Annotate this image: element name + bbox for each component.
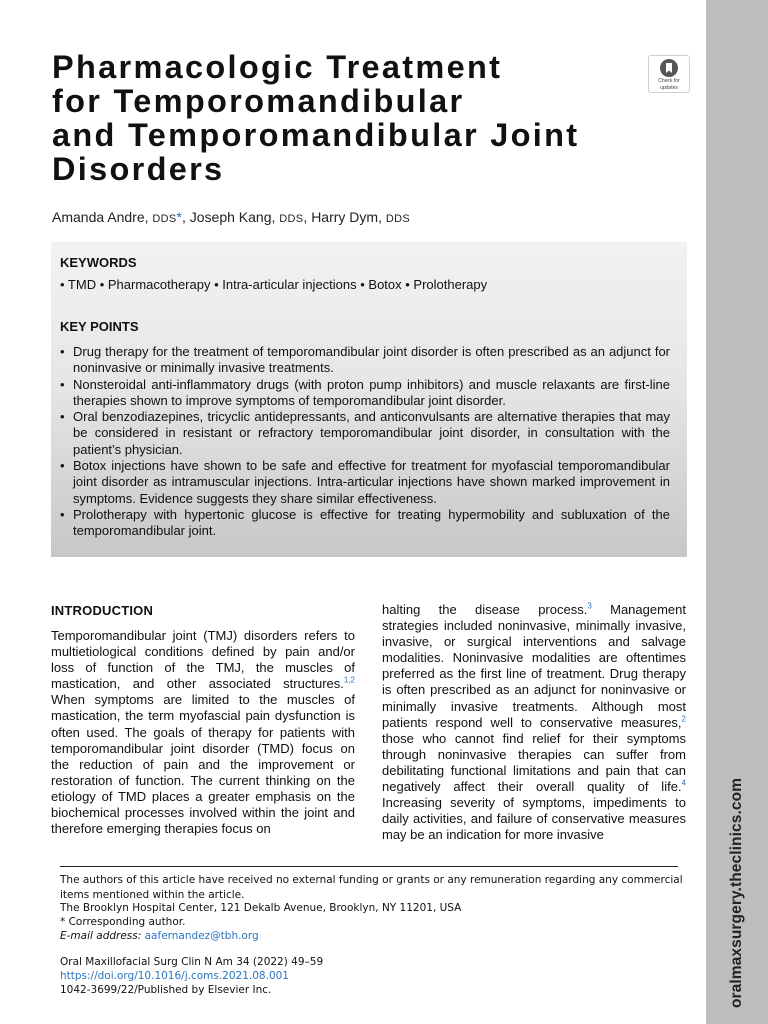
key-point-item: • Drug therapy for the treatment of temporomandibular joint disorder is often prescribed as an adjunct for noninvasive or minimally invasive treatments.	[60, 344, 670, 377]
email-label: E-mail address:	[60, 930, 142, 942]
reference-link[interactable]: 2	[681, 714, 686, 724]
body-text: When symptoms are limited to the muscles of mastication, the term myofascial pain dysfunction is often used. The goals of therapy for patients with temporomandibular joint disorder (TMD) focus on the reduction of pain and the improvement or restoration of function. The current thinking on the etiology of TMD places a greater emphasis on the biochemical processes involved within the joint and therefore emerging therapies focus on	[51, 692, 355, 837]
title-line-3: and Temporomandibular Joint	[52, 117, 580, 153]
funding-statement: The authors of this article have received no external funding or grants or any remuneration regarding any commercial items mentioned within the article.	[60, 874, 683, 901]
affiliation: The Brooklyn Hospital Center, 121 Dekalb Avenue, Brooklyn, NY 11201, USA	[60, 902, 462, 914]
body-text: halting the disease process.	[382, 602, 588, 617]
doi-link[interactable]: https://doi.org/10.1016/j.coms.2021.08.001	[60, 970, 289, 982]
corresponding-mark: *	[176, 209, 182, 225]
corresponding-author-note: * Corresponding author.	[60, 916, 186, 928]
body-text: those who cannot find relief for their symptoms through noninvasive therapies can suffer from debilitating functional limitations and pain that can negatively affect their overall quality of life.	[382, 730, 686, 795]
bookmark-icon	[660, 59, 678, 77]
email-line	[60, 929, 690, 944]
author-degree: DDS	[385, 213, 410, 225]
introduction-column-right	[382, 602, 686, 843]
introduction-column-left	[51, 628, 355, 837]
journal-website: oralmaxsurgery.theclinics.com	[728, 777, 745, 1009]
journal-citation: Oral Maxillofacial Surg Clin N Am 34 (2022) 49–59	[60, 956, 324, 968]
email-link[interactable]: aafernandez@tbh.org	[144, 930, 259, 942]
title-line-1: Pharmacologic Treatment	[52, 49, 503, 85]
badge-label-1: Check for	[658, 78, 680, 84]
introduction-heading: INTRODUCTION	[51, 603, 154, 618]
author-degree: DDS	[279, 213, 304, 225]
reference-link[interactable]: 1,2	[343, 675, 355, 685]
keywords-heading: KEYWORDS	[60, 255, 137, 270]
author-separator: ,	[303, 209, 312, 225]
key-point-item: • Oral benzodiazepines, tricyclic antidepressants, and anticonvulsants are alternative therapies that may be considered in resistant or refractory temporomandibular joint disorder, in consultation with the patient’s physician.	[60, 409, 670, 458]
footnote-divider	[60, 866, 678, 867]
badge-label-2: updates	[660, 85, 678, 91]
reference-link[interactable]: 3	[587, 601, 592, 611]
title-line-4: Disorders	[52, 151, 225, 187]
article-title	[52, 50, 672, 186]
author-name: Joseph Kang,	[189, 209, 276, 225]
author-name: Amanda Andre,	[52, 209, 149, 225]
body-text: Temporomandibular joint (TMJ) disorders refers to multietiological conditions defined by pain and/or loss of function of the TMJ, the muscles of mastication, and other associated structures.	[51, 628, 355, 692]
key-point-item: • Nonsteroidal anti-inflammatory drugs (with proton pump inhibitors) and muscle relaxants are first-line therapies shown to improve symptoms of temporomandibular joint disorder.	[60, 377, 670, 410]
check-for-updates-badge[interactable]	[648, 55, 690, 93]
body-text: Increasing severity of symptoms, impediments to daily activities, and failure of conservative measures may be an indication for more invasive	[382, 795, 686, 843]
author-name: Harry Dym,	[311, 209, 382, 225]
body-text: Management strategies included noninvasive, minimally invasive, invasive, or surgical interventions and salvage modalities. Noninvasive modalities are oftentimes preferred as the first line of treatment. Drug therapy is often prescribed as an adjunct for noninvasive or minimally invasive treatments. Although most patients respond well to conservative measures,	[382, 602, 686, 730]
keywords-list: • TMD • Pharmacotherapy • Intra-articular injections • Botox • Prolotherapy	[60, 277, 488, 292]
author-degree: DDS	[152, 213, 177, 225]
key-point-item: • Prolotherapy with hypertonic glucose is effective for treating hypermobility and subluxation of the temporomandibular joint.	[60, 507, 670, 540]
author-list	[52, 209, 410, 225]
issn-publisher: 1042-3699/22/Published by Elsevier Inc.	[60, 984, 272, 996]
title-line-2: for Temporomandibular	[52, 83, 465, 119]
key-points-heading: KEY POINTS	[60, 319, 139, 334]
key-point-item: • Botox injections have shown to be safe and effective for treatment for myofascial temporomandibular joint disorder as intramuscular injections. Intra-articular injections have shown marked improvement in symptoms. Evidence suggests they share similar effectiveness.	[60, 458, 670, 507]
author-separator: ,	[181, 209, 190, 225]
key-points-list	[60, 344, 670, 540]
reference-link[interactable]: 4	[681, 778, 686, 788]
